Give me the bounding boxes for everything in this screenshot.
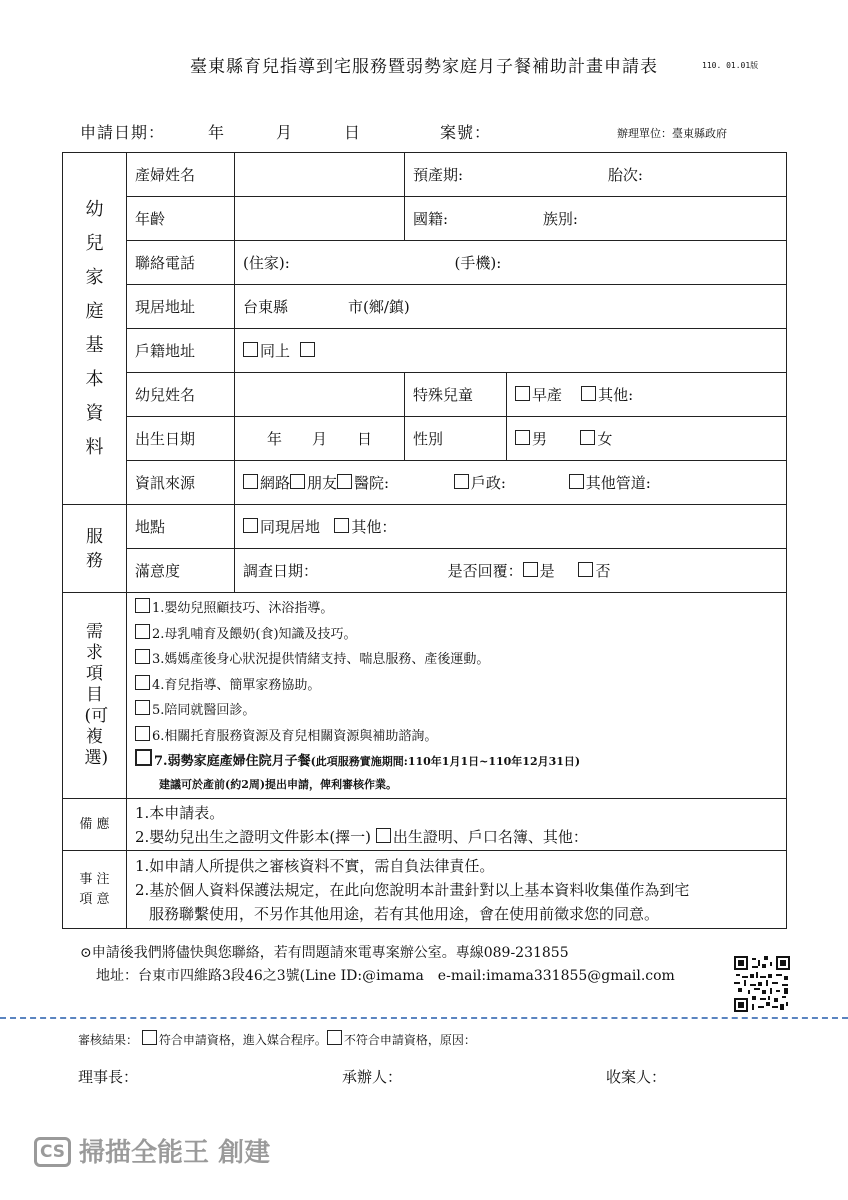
contact-address: 地址：台東市四維路3段46之3號(Line ID:@imama e-mail:imama331855@gmail.com bbox=[96, 968, 675, 984]
review-result[interactable]: 審核結果： 符合申請資格，進入媒合程序。 不符合申請資格，原因： bbox=[78, 1030, 476, 1048]
label-child-name: 幼兒姓名 bbox=[127, 373, 235, 417]
field-birth-date[interactable]: 年 月 日 bbox=[235, 417, 405, 461]
label-registered-address: 戶籍地址 bbox=[127, 329, 235, 373]
checkbox-same-residence[interactable] bbox=[243, 518, 258, 533]
label-special-child: 特殊兒童 bbox=[405, 373, 507, 417]
label-satisfaction: 滿意度 bbox=[127, 549, 235, 593]
field-registered-address[interactable]: 同上 bbox=[235, 329, 787, 373]
need-item[interactable]: 3.媽媽產後身心狀況提供情緒支持、喘息服務、產後運動。 bbox=[135, 647, 778, 673]
label-address: 現居地址 bbox=[127, 285, 235, 329]
checkbox-birth-proof[interactable] bbox=[376, 828, 391, 843]
camscanner-logo-icon: CS bbox=[34, 1137, 71, 1167]
need-item[interactable]: 5.陪同就醫回診。 bbox=[135, 698, 778, 724]
apply-date: 申請日期： 年 月 日 bbox=[80, 123, 362, 142]
checkbox-premature[interactable] bbox=[515, 386, 530, 401]
input-mother-name[interactable] bbox=[235, 153, 405, 197]
checkbox-reply-no[interactable] bbox=[578, 562, 593, 577]
field-special-child[interactable]: 早產 其他: bbox=[507, 373, 787, 417]
checkbox-review-fail[interactable] bbox=[327, 1030, 342, 1045]
form-title: 臺東縣育兒指導到宅服務暨弱勢家庭月子餐補助計畫申請表 bbox=[190, 57, 658, 77]
organizer-unit: 辦理單位：臺東縣政府 bbox=[617, 127, 727, 140]
case-number: 案號： bbox=[440, 123, 492, 142]
checkbox-other-address[interactable] bbox=[300, 342, 315, 357]
field-location[interactable]: 同現居地 其他： bbox=[235, 505, 787, 549]
section-needs: 需求項目(可複選) bbox=[63, 593, 127, 799]
field-address[interactable]: 台東縣 市(鄉/鎮) bbox=[235, 285, 787, 329]
checkbox-reply-yes[interactable] bbox=[523, 562, 538, 577]
version-label: 110. 01.01版 bbox=[702, 61, 759, 70]
input-age[interactable] bbox=[235, 197, 405, 241]
need-item[interactable]: 6.相關托育服務資源及育兒相關資源與補助諮詢。 bbox=[135, 724, 778, 750]
field-satisfaction[interactable]: 調查日期： 是否回覆： 是 否 bbox=[235, 549, 787, 593]
need-item[interactable]: 2.母乳哺育及餵奶(食)知識及技巧。 bbox=[135, 622, 778, 648]
signature-handler[interactable]: 承辦人： bbox=[342, 1068, 403, 1086]
checkbox-src-other[interactable] bbox=[569, 474, 584, 489]
label-birth-date: 出生日期 bbox=[127, 417, 235, 461]
label-mother-name: 產婦姓名 bbox=[127, 153, 235, 197]
section-notes: 事 注 項 意 bbox=[63, 851, 127, 929]
label-location: 地點 bbox=[127, 505, 235, 549]
signature-chair[interactable]: 理事長： bbox=[78, 1068, 139, 1086]
checkbox-src-net[interactable] bbox=[243, 474, 258, 489]
checkbox-src-household[interactable] bbox=[454, 474, 469, 489]
need-item[interactable]: 4.育兒指導、簡單家務協助。 bbox=[135, 673, 778, 699]
field-due-date[interactable]: 預產期: 胎次: bbox=[405, 153, 787, 197]
checkbox-male[interactable] bbox=[515, 430, 530, 445]
label-age: 年齡 bbox=[127, 197, 235, 241]
field-gender[interactable]: 男 女 bbox=[507, 417, 787, 461]
checkbox-location-other[interactable] bbox=[334, 518, 349, 533]
need-item-meal[interactable]: 7.弱勢家庭產婦住院月子餐(此項服務實施期間:110年1月1日~110年12月31日) bbox=[135, 749, 778, 775]
need-item[interactable]: 1.嬰幼兒照顧技巧、沐浴指導。 bbox=[135, 596, 778, 622]
checkbox-same-above[interactable] bbox=[243, 342, 258, 357]
field-info-source[interactable]: 網路 朋友 醫院: 戶政: 其他管道: bbox=[235, 461, 787, 505]
field-nationality[interactable]: 國籍: 族別: bbox=[405, 197, 787, 241]
label-gender: 性別 bbox=[405, 417, 507, 461]
cut-line-divider bbox=[0, 1017, 848, 1019]
field-phone[interactable]: (住家): (手機): bbox=[235, 241, 787, 285]
signature-receiver[interactable]: 收案人： bbox=[606, 1068, 667, 1086]
application-form-table bbox=[62, 152, 787, 929]
checkbox-src-friend[interactable] bbox=[290, 474, 305, 489]
section-remarks: 備 應 bbox=[63, 799, 127, 851]
section-basic-data: 幼兒家庭基本資料 bbox=[63, 153, 127, 505]
need-meal-note: 建議可於產前(約2周)提出申請，俾利審核作業。 bbox=[159, 777, 398, 791]
notes-content: 1.如申請人所提供之審核資料不實，需自負法律責任。 2.基於個人資料保護法規定，在此向您說明本計畫針對以上基本資料收集僅作為到宅 服務聯繫使用，不另作其他用途，若有其他用途，會在使用前徵求您的同意。 bbox=[127, 851, 787, 929]
input-child-name[interactable] bbox=[235, 373, 405, 417]
checkbox-special-other[interactable] bbox=[581, 386, 596, 401]
needs-list bbox=[127, 593, 787, 799]
label-phone: 聯絡電話 bbox=[127, 241, 235, 285]
checkbox-review-pass[interactable] bbox=[142, 1030, 157, 1045]
label-info-source: 資訊來源 bbox=[127, 461, 235, 505]
checkbox-src-hospital[interactable] bbox=[337, 474, 352, 489]
contact-note: ⊙申請後我們將儘快與您聯絡，若有問題請來電專案辦公室。專線089-231855 bbox=[80, 945, 569, 961]
qr-code-icon bbox=[734, 956, 790, 1012]
remarks-content: 1.本申請表。 2.嬰幼兒出生之證明文件影本(擇一) 出生證明、戶口名簿、其他： bbox=[127, 799, 787, 851]
checkbox-female[interactable] bbox=[580, 430, 595, 445]
section-service: 服務 bbox=[63, 505, 127, 593]
camscanner-watermark: CS 掃描全能王 創建 bbox=[34, 1132, 270, 1169]
